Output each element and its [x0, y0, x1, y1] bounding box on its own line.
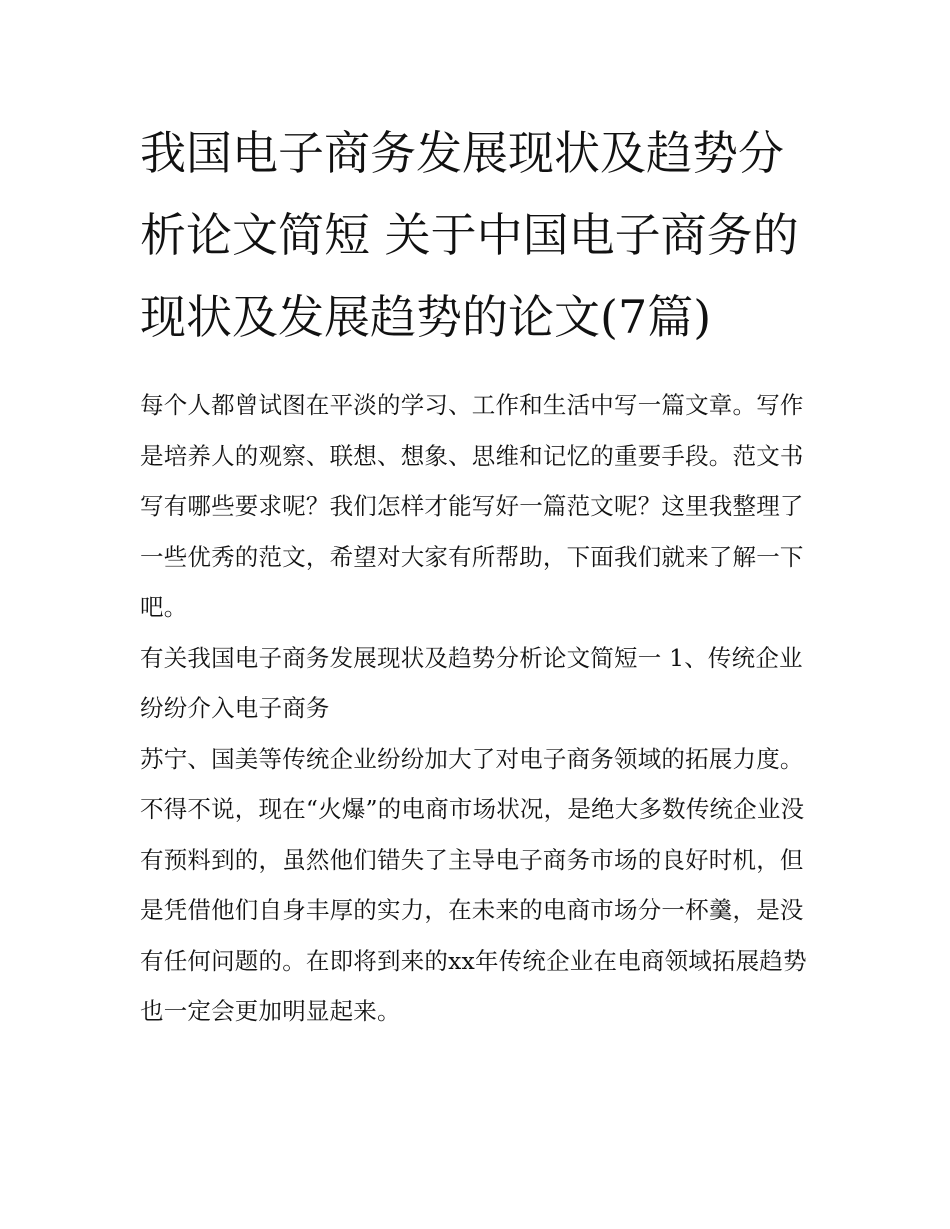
intro-paragraph: 每个人都曾试图在平淡的学习、工作和生活中写一篇文章。写作是培养人的观察、联想、想象、思维和记忆的重要手段。范文书写有哪些要求呢？我们怎样才能写好一篇范文呢？这里我整理了一些优秀的范文，希望对大家有所帮助，下面我们就来了解一下吧。 — [140, 391, 804, 621]
document-title: 我国电子商务发展现状及趋势分析论文简短 关于中国电子商务的现状及发展趋势的论文(7篇) — [140, 126, 799, 344]
document-body — [140, 112, 812, 1037]
body-paragraph: 苏宁、国美等传统企业纷纷加大了对电子商务领域的拓展力度。不得不说，现在“火爆”的电商市场状况，是绝大多数传统企业没有预料到的，虽然他们错失了主导电子商务市场的良好时机，但是凭借他们自身丰厚的实力，在未来的电商市场分一杯羹，是没有任何问题的。在即将到来的xx年传统企业在电商领域拓展趋势也一定会更加明显起来。 — [140, 744, 807, 1025]
section-heading-paragraph: 有关我国电子商务发展现状及趋势分析论文简短一 1、传统企业纷纷介入电子商务 — [140, 643, 803, 722]
